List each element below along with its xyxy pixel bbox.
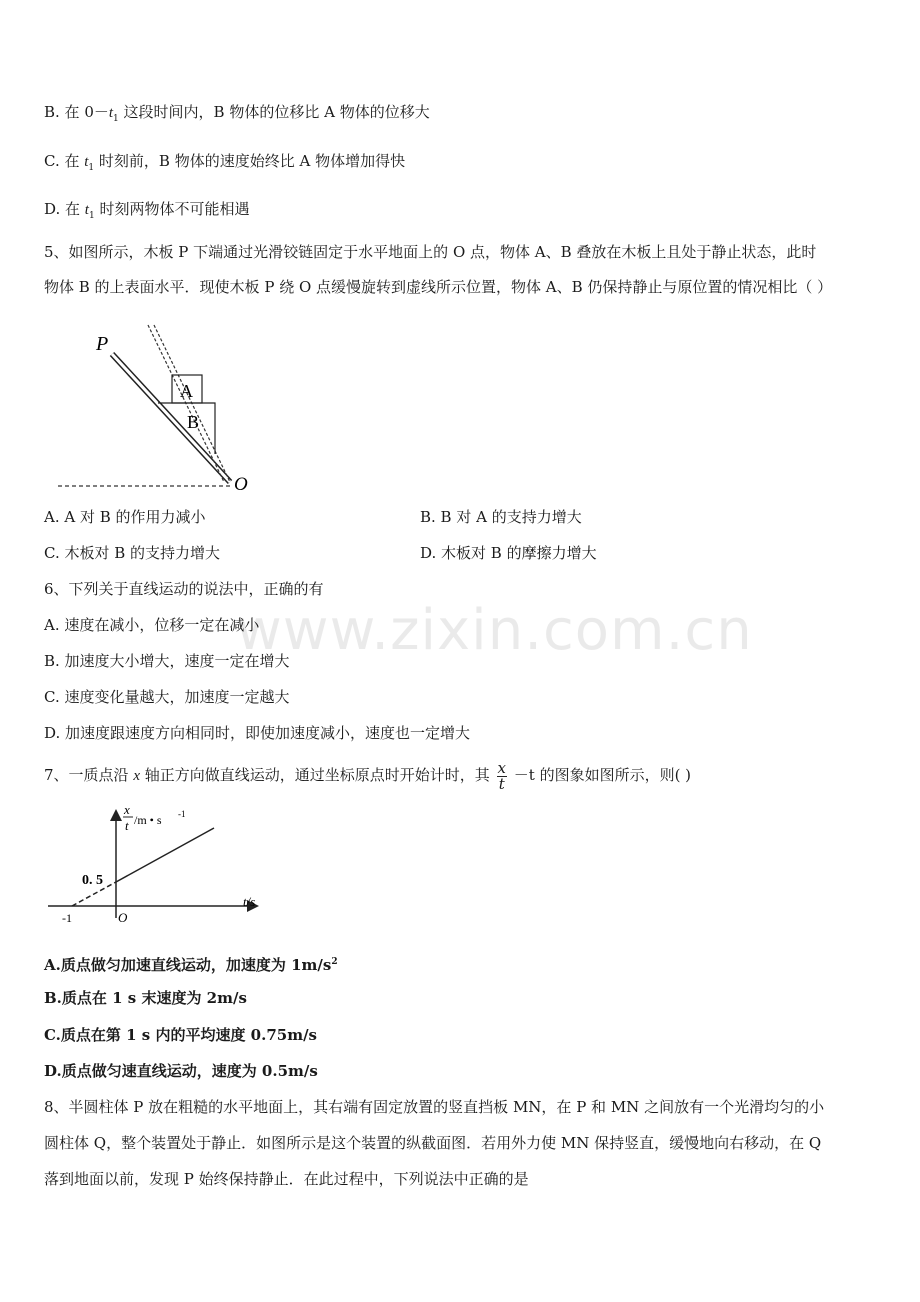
- q4-option-d-pre: D. 在: [44, 200, 85, 218]
- q4-option-c-post: 时刻前，B 物体的速度始终比 A 物体增加得快: [94, 152, 406, 170]
- q7-option-d: D.质点做匀速直线运动，速度为 0.5m/s: [44, 1062, 318, 1080]
- q4-option-d-sub: 1: [88, 211, 95, 221]
- q7-stem-fraction: [497, 758, 507, 793]
- q7-stem-pre: 7、一质点沿: [44, 766, 134, 784]
- q6-stem: 6、下列关于直线运动的说法中，正确的有: [44, 580, 324, 598]
- q5-option-b: B. B 对 A 的支持力增大: [420, 508, 582, 526]
- q7-intercept-label: 0. 5: [82, 873, 103, 888]
- q7-option-b: B.质点在 1 s 末速度为 2m/s: [44, 989, 247, 1007]
- q8-stem-line3: 落到地面以前，发现 P 始终保持静止．在此过程中，下列说法中正确的是: [44, 1170, 529, 1188]
- q5-figure: [50, 318, 270, 498]
- q7-stem-mid: 轴正方向做直线运动，通过坐标原点时开始计时，其: [139, 766, 495, 784]
- q5-stem-line2: 物体 B 的上表面水平．现使木板 P 绕 O 点缓慢旋转到虚线所示位置，物体 A、B 仍保持静止与原位置的情况相比（ ）: [44, 278, 833, 296]
- q4-option-b-sub: 1: [113, 114, 119, 124]
- q4-option-b: [44, 102, 430, 129]
- q4-option-b-pre: B. 在 0－: [44, 103, 109, 121]
- q5-label-o: O: [234, 474, 248, 495]
- q4-option-c-sub: 1: [88, 163, 95, 173]
- q7-y-num: x: [124, 802, 130, 817]
- q4-option-d-post: 时刻两物体不可能相遇: [94, 200, 250, 218]
- q4-option-c-t: t: [84, 154, 89, 170]
- q7-graph: [44, 800, 284, 930]
- q6-option-b: B. 加速度大小增大，速度一定在增大: [44, 652, 290, 670]
- q4-option-b-post: 这段时间内，B 物体的位移比 A 物体的位移大: [118, 103, 430, 121]
- q7-frac-den: t: [498, 774, 505, 793]
- q5-stem-line1: 5、如图所示，木板 P 下端通过光滑铰链固定于水平地面上的 O 点，物体 A、B 叠放在木板上且处于静止状态，此时: [44, 243, 817, 261]
- q7-solid-line: [116, 828, 214, 882]
- q5-label-p: P: [96, 333, 109, 355]
- q5-label-b: B: [187, 412, 200, 432]
- q7-option-c: C.质点在第 1 s 内的平均速度 0.75m/s: [44, 1026, 317, 1044]
- q4-option-d-t: t: [84, 202, 89, 218]
- q8-stem-line1: 8、半圆柱体 P 放在粗糙的水平地面上，其右端有固定放置的竖直挡板 MN，在 P 和 MN 之间放有一个光滑均匀的小: [44, 1098, 825, 1116]
- q4-option-c: [44, 151, 405, 178]
- q4-option-b-t: t: [108, 105, 114, 121]
- q7-x-intercept-label: -1: [62, 911, 72, 925]
- q7-y-unit-sup: -1: [178, 809, 186, 819]
- q7-stem: [44, 757, 691, 794]
- q4-option-c-pre: C. 在: [44, 152, 85, 170]
- q5-option-c: C. 木板对 B 的支持力增大: [44, 544, 221, 562]
- watermark: www.zixin.com.cn: [236, 598, 753, 663]
- q7-stem-x: x: [133, 768, 140, 784]
- q7-option-a-text: A.质点做匀加速直线运动，加速度为 1m/s: [44, 956, 332, 974]
- q5-option-d: D. 木板对 B 的摩擦力增大: [420, 544, 597, 562]
- q5-board-p-inner: [112, 354, 230, 482]
- q6-option-c: C. 速度变化量越大，加速度一定越大: [44, 688, 290, 706]
- q7-y-den: t: [125, 818, 129, 833]
- q7-option-a: [44, 952, 338, 975]
- q6-option-a: A. 速度在减小，位移一定在减小: [44, 616, 260, 634]
- q7-y-unit: /m • s: [134, 813, 162, 827]
- q8-stem-line2: 圆柱体 Q，整个装置处于静止．如图所示是这个装置的纵截面图．若用外力使 MN 保持竖直，缓慢地向右移动，在 Q: [44, 1134, 822, 1152]
- q7-stem-post: －t 的图象如图所示，则( ): [509, 766, 692, 784]
- q6-option-d: D. 加速度跟速度方向相同时，即使加速度减小，速度也一定增大: [44, 724, 471, 742]
- q7-x-axis-label: t/s: [243, 894, 256, 909]
- q7-option-a-sup: 2: [331, 957, 338, 967]
- q4-option-d: [44, 199, 249, 226]
- q5-option-a: A. A 对 B 的作用力减小: [44, 508, 206, 526]
- q7-origin-label: O: [118, 910, 128, 925]
- q5-label-a: A: [180, 381, 193, 401]
- q7-frac-num: x: [497, 758, 506, 777]
